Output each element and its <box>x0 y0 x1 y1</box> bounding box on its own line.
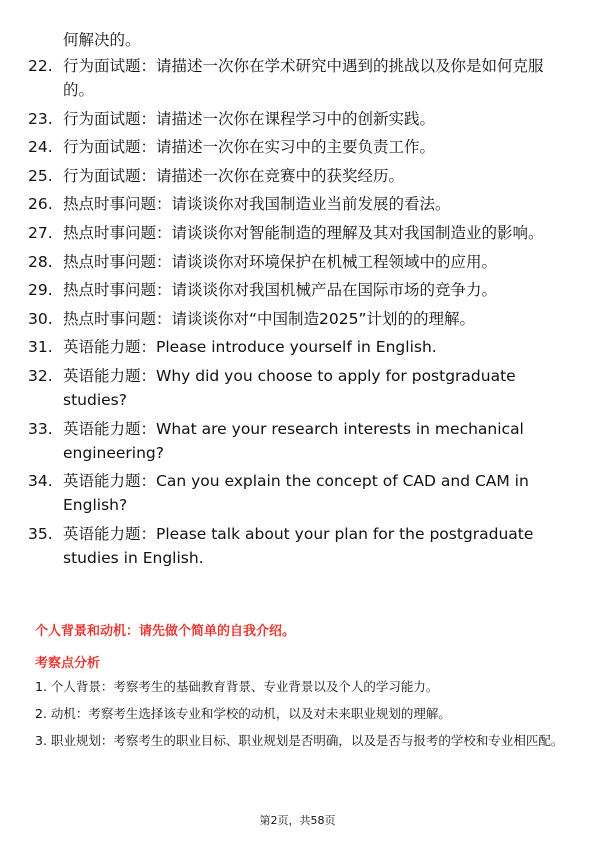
analysis-list <box>35 674 565 755</box>
question-text: 行为面试题：请描述一次你在课程学习中的创新实践。 <box>63 109 436 128</box>
question-item <box>28 221 573 245</box>
question-number: 24. <box>28 138 53 157</box>
page-footer: 第2页，共58页 <box>259 814 336 827</box>
question-text: 英语能力题：Why did you choose to apply for postgraduate studies? <box>63 366 516 409</box>
question-item <box>28 417 573 465</box>
question-item <box>28 307 573 331</box>
question-number: 22. <box>28 57 53 75</box>
question-item <box>28 192 573 216</box>
question-item <box>28 250 573 274</box>
question-item <box>28 335 573 359</box>
question-number: 27. <box>28 223 53 242</box>
question-text: 热点时事问题：请谈谈你对我国制造业当前发展的看法。 <box>63 195 451 214</box>
question-number: 35. <box>28 524 53 543</box>
question-text: 英语能力题：Please introduce yourself in English. <box>63 338 437 357</box>
question-number: 31. <box>28 338 53 357</box>
question-item <box>28 278 573 302</box>
question-item <box>28 107 573 131</box>
question-number: 25. <box>28 166 53 185</box>
analysis-item: 3. 职业规划：考察考生的职业目标、职业规划是否明确，以及是否与报考的学校和专业相匹配。 <box>35 733 564 748</box>
question-text: 热点时事问题：请谈谈你对“中国制造2025”计划的的理解。 <box>63 309 476 328</box>
question-text: 行为面试题：请描述一次你在竞赛中的获奖经历。 <box>63 166 405 185</box>
question-number: 30. <box>28 309 53 328</box>
analysis-item: 2. 动机：考察考生选择该专业和学校的动机，以及对未来职业规划的理解。 <box>35 706 451 721</box>
analysis-item: 1. 个人背景：考察考生的基础教育背景、专业背景以及个人的学习能力。 <box>35 679 439 694</box>
question-text: 热点时事问题：请谈谈你对智能制造的理解及其对我国制造业的影响。 <box>63 223 544 242</box>
question-list <box>28 54 573 574</box>
question-text: 热点时事问题：请谈谈你对我国机械产品在国际市场的竞争力。 <box>63 281 498 300</box>
question-text: 英语能力题：What are your research interests in mechanical engineering? <box>63 419 524 462</box>
question-item <box>28 164 573 188</box>
question-number: 28. <box>28 252 53 271</box>
question-number: 34. <box>28 472 53 491</box>
question-number: 23. <box>28 109 53 128</box>
question-text: 英语能力题：Please talk about your plan for the postgraduate studies in English. <box>63 524 534 567</box>
question-number: 29. <box>28 281 53 300</box>
section-heading: 个人背景和动机：请先做个简单的自我介绍。 <box>35 624 296 639</box>
question-item <box>28 364 573 412</box>
question-item <box>28 469 573 517</box>
question-item <box>28 135 573 159</box>
question-item <box>28 54 573 102</box>
question-item <box>28 522 573 570</box>
analysis-heading: 考察点分析 <box>35 656 101 671</box>
continuation-text: 何解决的。 <box>63 31 141 49</box>
question-number: 33. <box>28 419 53 438</box>
question-number: 32. <box>28 366 53 385</box>
question-text: 热点时事问题：请谈谈你对环境保护在机械工程领域中的应用。 <box>63 252 498 271</box>
question-text: 行为面试题：请描述一次你在实习中的主要负责工作。 <box>63 138 436 157</box>
question-text: 行为面试题：请描述一次你在学术研究中遇到的挑战以及你是如何克服的。 <box>63 57 544 99</box>
question-text: 英语能力题：Can you explain the concept of CAD and CAM in English? <box>63 472 529 515</box>
question-number: 26. <box>28 195 53 214</box>
